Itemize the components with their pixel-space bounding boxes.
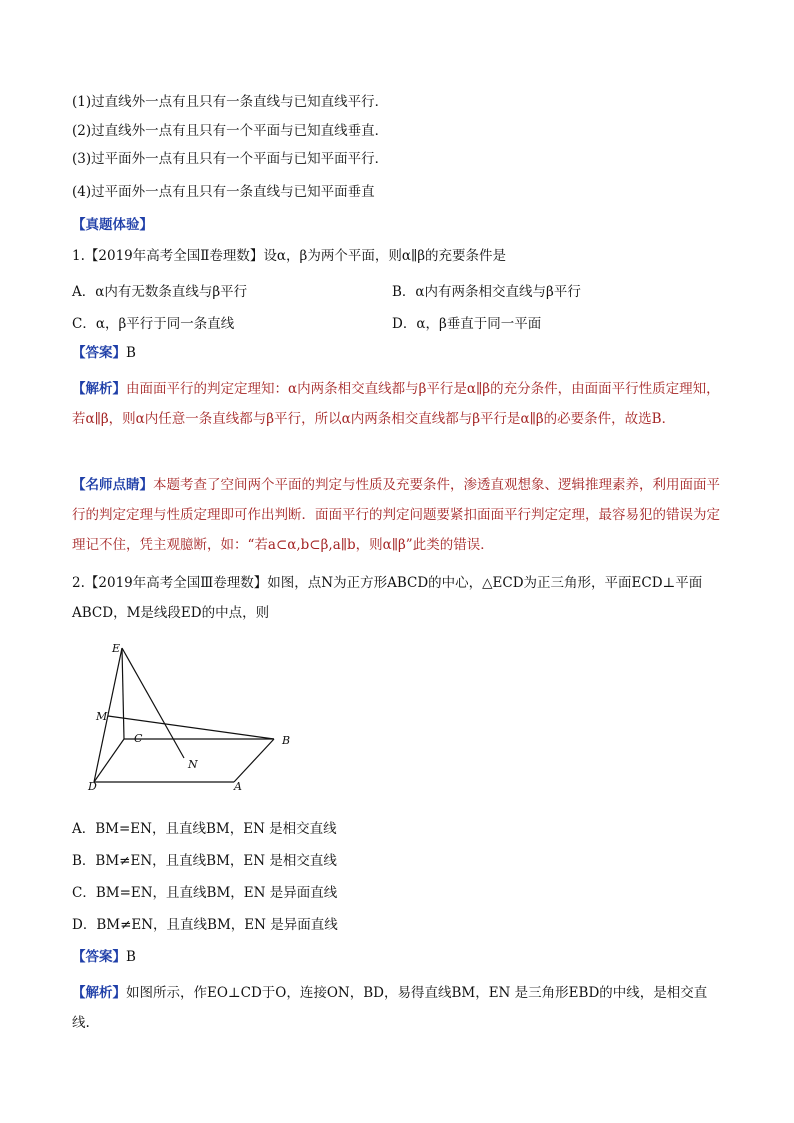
q2-answer-tag: 【答案】: [72, 949, 126, 965]
fact-1: (1)过直线外一点有且只有一条直线与已知直线平行．: [72, 94, 389, 110]
edge-ec: [122, 648, 124, 739]
q1-source: 【2019年高考全国Ⅱ卷理数】: [84, 248, 264, 264]
label-b: B: [282, 734, 291, 747]
label-m: M: [96, 710, 108, 723]
q1-answer-tag: 【答案】: [72, 345, 126, 361]
q2-option-b: B．BM≠EN，且直线BM，EN 是相交直线: [72, 853, 337, 869]
fact-3: (3)过平面外一点有且只有一个平面与已知平面平行．: [72, 151, 389, 167]
label-n: N: [188, 758, 198, 771]
q2-analysis: [72, 978, 722, 1038]
label-e: E: [112, 642, 121, 655]
q1-option-b: B．α内有两条相交直线与β平行: [392, 284, 581, 300]
q1-answer: [72, 344, 136, 362]
q2-source: 【2019年高考全国Ⅲ卷理数】: [84, 575, 268, 591]
fact-4: (4)过平面外一点有且只有一条直线与已知平面垂直: [72, 184, 375, 200]
q2-option-d: D．BM≠EN，且直线BM，EN 是异面直线: [72, 917, 338, 933]
q2-answer-value: B: [126, 949, 136, 965]
q1-answer-value: B: [126, 345, 136, 361]
q1-analysis: [72, 374, 722, 434]
label-c: C: [134, 732, 143, 745]
q1-comment-text: 本题考查了空间两个平面的判定与性质及充要条件，渗透直观想象、逻辑推理素养，利用面面平行的判定定理与性质定理即可作出判断．面面平行的判定问题要紧扣面面平行判定定理，最容易犯的错误为定理记不住，凭主观臆断，如：“若a⊂α,b⊂β,a∥b，则α∥β”此类的错误．: [72, 477, 720, 553]
q2-stem: 如图，点N为正方形ABCD的中心，△ECD为正三角形，平面ECD⊥平面ABCD，M是线段ED的中点，则: [72, 575, 703, 621]
q1-option-d: D．α，β垂直于同一平面: [392, 316, 542, 332]
q2-number: 2.: [72, 575, 85, 591]
q2-header: [72, 568, 722, 628]
q2-analysis-tag: 【解析】: [72, 985, 126, 1001]
q1-option-c: C．α，β平行于同一条直线: [72, 316, 235, 332]
fact-2: (2)过直线外一点有且只有一个平面与已知直线垂直．: [72, 123, 389, 139]
edge-ba: [234, 739, 274, 782]
q2-analysis-text: 如图所示，作EO⊥CD于O，连接ON，BD，易得直线BM，EN 是三角形EBD的中线，是相交直线.: [72, 985, 708, 1031]
q1-analysis-text: 由面面平行的判定定理知：α内两条相交直线都与β平行是α∥β的充分条件，由面面平行性质定理知，若α∥β，则α内任意一条直线都与β平行，所以α内两条相交直线都与β平行是α∥β的必要条件，故选B．: [72, 381, 720, 427]
q1-comment-tag: 【名师点睛】: [72, 477, 153, 493]
label-d: D: [88, 780, 97, 792]
section-title: 【真题体验】: [72, 217, 153, 233]
label-a: A: [234, 780, 242, 792]
q1-comment: [72, 470, 722, 560]
q1-stem: 设α，β为两个平面，则α∥β的充要条件是: [263, 248, 507, 264]
q2-option-a: A．BM=EN，且直线BM，EN 是相交直线: [72, 821, 337, 837]
segment-en: [122, 648, 184, 758]
q2-answer: [72, 948, 136, 966]
q1-header: [72, 247, 506, 265]
q1-analysis-tag: 【解析】: [72, 381, 126, 397]
geometry-figure: [84, 640, 294, 792]
q2-option-c: C．BM=EN，且直线BM，EN 是异面直线: [72, 885, 338, 901]
segment-mb: [108, 716, 274, 739]
q1-number: 1.: [72, 248, 85, 264]
q1-option-a: A．α内有无数条直线与β平行: [72, 284, 248, 300]
